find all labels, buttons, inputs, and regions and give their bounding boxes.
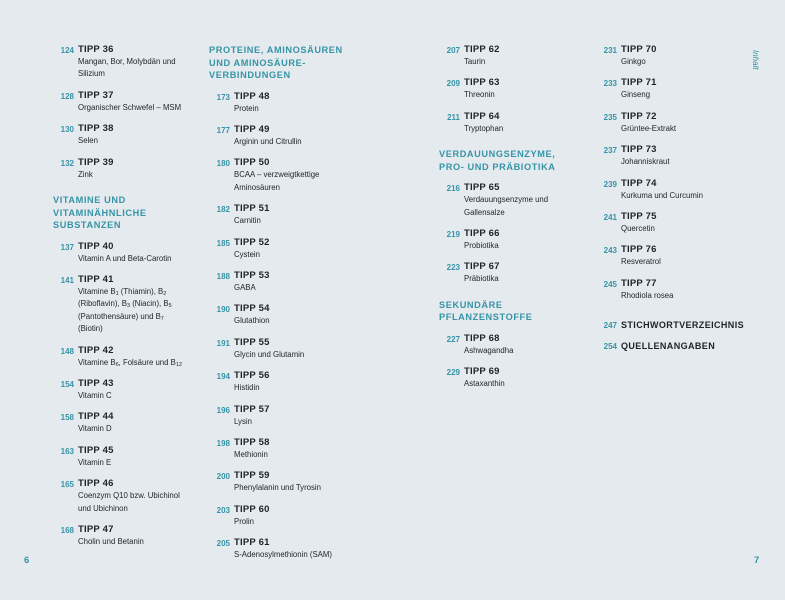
toc-entry[interactable] bbox=[596, 44, 746, 68]
page-number: 124 bbox=[60, 46, 74, 55]
tip-description: Coenzym Q10 bzw. Ubichinol bbox=[78, 491, 180, 501]
tip-title: TIPP 56 bbox=[234, 370, 270, 382]
page-number: 148 bbox=[60, 346, 74, 356]
tip-title: TIPP 51 bbox=[234, 203, 270, 215]
tip-description: und Ubichinon bbox=[78, 503, 128, 513]
page-number: 137 bbox=[60, 242, 74, 252]
tip-description: Zink bbox=[78, 169, 93, 179]
sources-title: QUELLENANGABEN bbox=[621, 341, 716, 352]
tip-description: Cholin und Betanin bbox=[78, 537, 144, 546]
toc-entry[interactable] bbox=[209, 124, 399, 148]
tip-description: Vitamine $B_6$, Folsäure und $B_{12}$ bbox=[78, 357, 182, 368]
toc-entry-index[interactable] bbox=[596, 319, 746, 331]
page-number: 130 bbox=[60, 125, 74, 135]
page-number: 188 bbox=[216, 271, 230, 281]
page-number: 235 bbox=[603, 112, 617, 122]
tip-description: Carnitin bbox=[234, 216, 261, 226]
tip-title: TIPP 54 bbox=[234, 303, 270, 315]
page-number: 223 bbox=[446, 263, 460, 273]
tip-description: Protein bbox=[234, 103, 259, 113]
section-heading-verdauung: VERDAUUNGSENZYME, PRO- UND PRÄBIOTIKA bbox=[439, 149, 556, 172]
tip-description: Verdauungsenzyme und bbox=[464, 195, 549, 205]
tip-title: TIPP 61 bbox=[234, 537, 270, 549]
toc-entry[interactable] bbox=[439, 228, 589, 252]
toc-entry[interactable] bbox=[596, 77, 746, 101]
toc-entry[interactable] bbox=[209, 537, 399, 561]
side-label: Inhalt bbox=[751, 50, 760, 70]
page-number: 165 bbox=[60, 480, 74, 490]
tip-title: TIPP 55 bbox=[234, 336, 270, 348]
toc-entry[interactable] bbox=[209, 437, 399, 461]
tip-description: Kurkuma und Curcumin bbox=[621, 190, 703, 200]
toc-column-4 bbox=[596, 44, 746, 361]
section-heading-pflanzenstoffe: SEKUNDÄRE PFLANZENSTOFFE bbox=[439, 299, 533, 323]
tip-description: BCAA – verzweigtkettige bbox=[234, 170, 320, 180]
page-number: 128 bbox=[60, 91, 74, 101]
tip-description: Arginin und Citrullin bbox=[234, 136, 302, 146]
toc-entry[interactable] bbox=[209, 303, 399, 327]
toc-entry[interactable] bbox=[53, 44, 203, 81]
tip-description: Silizium bbox=[78, 69, 105, 79]
page-number: 216 bbox=[446, 184, 460, 194]
tip-description: Resveratrol bbox=[621, 257, 661, 267]
tip-title: TIPP 64 bbox=[464, 110, 500, 122]
page-number: 233 bbox=[603, 79, 617, 89]
tip-description: Glutathion bbox=[234, 316, 270, 326]
toc-entry[interactable] bbox=[439, 182, 589, 219]
tip-title: TIPP 38 bbox=[78, 123, 114, 135]
toc-entry[interactable] bbox=[209, 370, 399, 394]
tip-title: TIPP 62 bbox=[464, 44, 500, 55]
tip-title: TIPP 67 bbox=[464, 261, 500, 273]
toc-entry[interactable] bbox=[53, 241, 203, 265]
toc-entry[interactable] bbox=[439, 261, 589, 285]
toc-entry[interactable] bbox=[439, 366, 589, 390]
toc-entry[interactable] bbox=[596, 244, 746, 268]
tip-title: TIPP 72 bbox=[621, 110, 657, 122]
tip-title: TIPP 58 bbox=[234, 436, 270, 448]
tip-description: Astaxanthin bbox=[464, 379, 505, 389]
tip-description: Vitamin C bbox=[78, 390, 112, 400]
tip-description: Probiotika bbox=[464, 241, 499, 251]
tip-description: Präbiotika bbox=[464, 274, 499, 284]
page-number: 245 bbox=[603, 279, 617, 289]
tip-description: Threonin bbox=[464, 90, 495, 100]
toc-entry[interactable] bbox=[53, 445, 203, 469]
page-number: 207 bbox=[446, 46, 460, 55]
tip-description: Vitamin A und Beta-Carotin bbox=[78, 253, 172, 263]
toc-entry[interactable] bbox=[209, 203, 399, 227]
toc-entry[interactable] bbox=[596, 111, 746, 135]
toc-entry[interactable] bbox=[596, 178, 746, 202]
tip-description: Cystein bbox=[234, 249, 260, 259]
tip-title: TIPP 39 bbox=[78, 156, 114, 168]
tip-description: Prolin bbox=[234, 516, 254, 526]
tip-title: TIPP 48 bbox=[234, 90, 270, 102]
tip-title: TIPP 44 bbox=[78, 411, 114, 423]
toc-entry[interactable] bbox=[439, 333, 589, 357]
toc-entry[interactable] bbox=[53, 478, 203, 515]
toc-entry[interactable] bbox=[439, 44, 589, 68]
toc-entry[interactable] bbox=[209, 91, 399, 115]
tip-description: Lysin bbox=[234, 416, 252, 426]
tip-description: Ginkgo bbox=[621, 57, 646, 66]
tip-description: Phenylalanin und Tyrosin bbox=[234, 483, 321, 493]
tip-title: TIPP 50 bbox=[234, 157, 270, 169]
tip-title: TIPP 59 bbox=[234, 470, 270, 482]
tip-title: TIPP 47 bbox=[78, 524, 114, 535]
toc-entry-sources[interactable] bbox=[596, 340, 746, 352]
toc-entry[interactable] bbox=[53, 411, 203, 435]
tip-title: TIPP 60 bbox=[234, 503, 270, 515]
page-number: 154 bbox=[60, 379, 74, 389]
tip-title: TIPP 37 bbox=[78, 89, 114, 101]
tip-description: GABA bbox=[234, 282, 256, 292]
page-number: 243 bbox=[603, 246, 617, 256]
tip-description: Gallensalze bbox=[464, 207, 505, 217]
page-number: 198 bbox=[216, 438, 230, 448]
tip-title: TIPP 71 bbox=[621, 77, 657, 89]
page-number: 231 bbox=[603, 46, 617, 55]
toc-entry[interactable] bbox=[209, 337, 399, 361]
page-number: 158 bbox=[60, 413, 74, 423]
tip-title: TIPP 57 bbox=[234, 403, 270, 415]
toc-entry[interactable] bbox=[53, 378, 203, 402]
toc-entry[interactable] bbox=[53, 90, 203, 114]
tip-title: TIPP 49 bbox=[234, 123, 270, 135]
toc-entry[interactable] bbox=[439, 77, 589, 101]
tip-title: TIPP 69 bbox=[464, 366, 500, 378]
toc-entry[interactable] bbox=[209, 237, 399, 261]
tip-title: TIPP 68 bbox=[464, 332, 500, 344]
tip-title: TIPP 65 bbox=[464, 182, 500, 194]
page-number: 227 bbox=[446, 334, 460, 344]
toc-entry[interactable] bbox=[53, 123, 203, 147]
tip-description: Ginseng bbox=[621, 90, 651, 100]
toc-entry[interactable] bbox=[596, 278, 746, 302]
toc-entry[interactable] bbox=[209, 270, 399, 294]
toc-entry[interactable] bbox=[53, 524, 203, 548]
tip-title: TIPP 36 bbox=[78, 44, 114, 55]
tip-description: Histidin bbox=[234, 383, 260, 393]
tip-title: TIPP 74 bbox=[621, 177, 657, 189]
page-number: 190 bbox=[216, 305, 230, 315]
page-number: 196 bbox=[216, 405, 230, 415]
toc-entry[interactable] bbox=[53, 157, 203, 181]
page-number: 132 bbox=[60, 158, 74, 168]
tip-description: Quercetin bbox=[621, 224, 655, 234]
tip-title: TIPP 76 bbox=[621, 244, 657, 256]
page-number: 219 bbox=[446, 230, 460, 240]
tip-description: Vitamin E bbox=[78, 457, 112, 467]
tip-title: TIPP 70 bbox=[621, 44, 657, 55]
page-number: 229 bbox=[446, 368, 460, 378]
tip-title: TIPP 73 bbox=[621, 144, 657, 156]
tip-title: TIPP 40 bbox=[78, 240, 114, 252]
toc-column-2 bbox=[209, 44, 399, 571]
page-number: 173 bbox=[216, 92, 230, 102]
page-number: 191 bbox=[216, 338, 230, 348]
toc-entry[interactable] bbox=[209, 470, 399, 494]
toc-entry[interactable] bbox=[439, 111, 589, 135]
page-number-right: 7 bbox=[754, 555, 760, 566]
tip-description: Selen bbox=[78, 136, 98, 146]
tip-title: TIPP 66 bbox=[464, 228, 500, 240]
toc-entry[interactable] bbox=[596, 144, 746, 168]
tip-description: Aminosäuren bbox=[234, 182, 280, 192]
page-number-left: 6 bbox=[24, 555, 30, 566]
section-heading-proteine: PROTEINE, AMINOSÄUREN UND AMINOSÄURE- VERBINDUNGEN bbox=[209, 45, 343, 80]
page-number: 237 bbox=[603, 146, 617, 156]
tip-title: TIPP 52 bbox=[234, 236, 270, 248]
page-number: 200 bbox=[216, 472, 230, 482]
toc-entry[interactable] bbox=[209, 157, 399, 194]
toc-column-3 bbox=[439, 44, 589, 400]
page-number: 239 bbox=[603, 179, 617, 189]
tip-description: Vitamin D bbox=[78, 424, 112, 434]
page-number: 203 bbox=[216, 505, 230, 515]
tip-title: TIPP 75 bbox=[621, 211, 657, 223]
tip-title: TIPP 53 bbox=[234, 269, 270, 281]
tip-title: TIPP 45 bbox=[78, 444, 114, 456]
tip-description: Johanniskraut bbox=[621, 157, 670, 167]
tip-title: TIPP 42 bbox=[78, 344, 114, 356]
toc-entry[interactable] bbox=[53, 345, 203, 369]
tip-description: Ashwagandha bbox=[464, 345, 514, 355]
tip-title: TIPP 46 bbox=[78, 478, 114, 490]
index-title: STICHWORTVERZEICHNIS bbox=[621, 320, 745, 331]
toc-column-1 bbox=[53, 44, 203, 557]
page-number: 209 bbox=[446, 79, 460, 89]
tip-description: Tryptophan bbox=[464, 123, 504, 133]
page-number: 254 bbox=[603, 342, 617, 352]
page-number: 211 bbox=[447, 112, 460, 122]
tip-title: TIPP 43 bbox=[78, 377, 114, 389]
toc-entry[interactable] bbox=[209, 504, 399, 528]
page-number: 163 bbox=[60, 446, 74, 456]
tip-description: Mangan, Bor, Molybdän und bbox=[78, 57, 176, 66]
tip-description: S-Adenosylmethionin (SAM) bbox=[234, 550, 332, 560]
tip-description: Vitamine $B_1$ (Thiamin), $B_2$ (Riboflavin), $B_3$ (Niacin), $B_5$ (Pantothensäure) und $B_7$ (Biotin) bbox=[78, 286, 172, 334]
page-number: 180 bbox=[216, 159, 230, 169]
tip-title: TIPP 63 bbox=[464, 77, 500, 89]
page-number: 205 bbox=[216, 539, 230, 549]
toc-entry[interactable] bbox=[53, 274, 203, 336]
tip-description: Methionin bbox=[234, 449, 268, 459]
tip-description: Grüntee-Extrakt bbox=[621, 123, 677, 133]
tip-description: Taurin bbox=[464, 57, 486, 66]
page-number: 194 bbox=[216, 372, 230, 382]
section-heading-vitamine: VITAMINE UND VITAMINÄHNLICHE SUBSTANZEN bbox=[53, 195, 147, 231]
page-number: 168 bbox=[60, 526, 74, 535]
tip-description: Rhodiola rosea bbox=[621, 290, 674, 300]
page-number: 185 bbox=[216, 238, 230, 248]
page-number: 182 bbox=[216, 205, 230, 215]
page-number: 241 bbox=[603, 213, 617, 223]
tip-title: TIPP 77 bbox=[621, 277, 657, 289]
tip-description: Glycin und Glutamin bbox=[234, 349, 305, 359]
toc-entry[interactable] bbox=[596, 211, 746, 235]
page-number: 141 bbox=[60, 275, 74, 285]
page-number: 247 bbox=[603, 321, 617, 331]
toc-entry[interactable] bbox=[209, 404, 399, 428]
tip-description: Organischer Schwefel – MSM bbox=[78, 102, 182, 112]
tip-title: TIPP 41 bbox=[78, 273, 114, 285]
page-number: 177 bbox=[216, 125, 230, 135]
